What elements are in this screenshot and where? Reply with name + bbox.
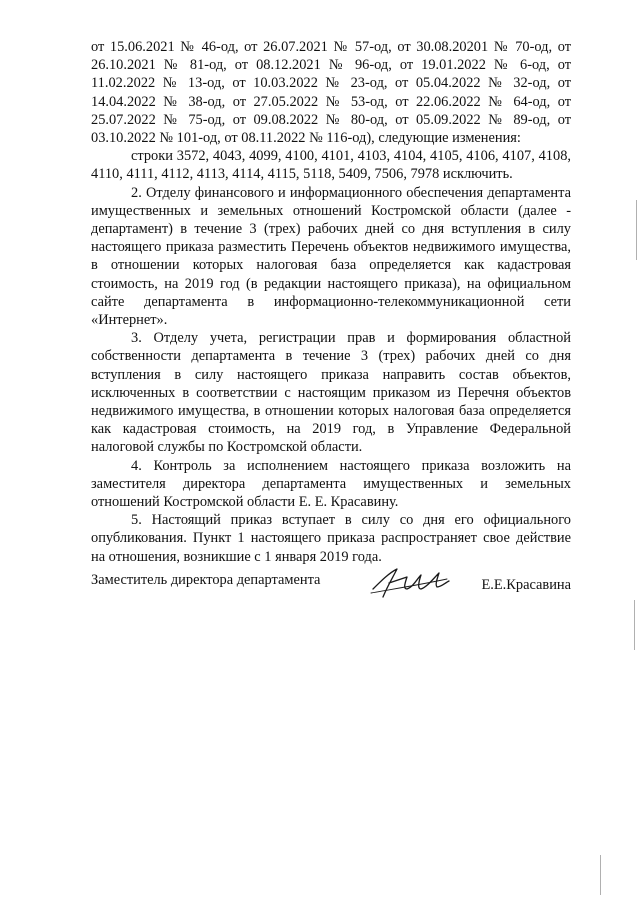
- paragraph-item-2: 2. Отделу финансового и информационного обеспечения департамента имущественных и земельных отношений Костромской области (далее - департамент) в течение 3 (трех) рабочих дней со дня вступления в силу настоящего приказа разместить Перечень объектов недвижимого имущества, в отношении которых налоговая база определяется как кадастровая стоимость, на 2019 год (в редакции настоящего приказа), на официальном сайте департамента в информационно-телекоммуникационной сети «Интернет».: [91, 184, 571, 329]
- signature-block: [91, 567, 571, 607]
- paragraph-item-3: 3. Отделу учета, регистрации прав и формирования областной собственности департамента в течение 3 (трех) рабочих дней со дня вступления в силу настоящего приказа направить состав объектов, исключенных в соответствии с настоящим приказом из Перечня объектов недвижимого имущества, в отношении которых налоговая база определяется как кадастровая стоимость, на 2019 год, в Управление Федеральной налоговой службы по Костромской области.: [91, 330, 571, 456]
- scan-edge-line: [634, 600, 635, 650]
- signer-name: Е.Е.Красавина: [481, 577, 571, 593]
- paragraph-item-5: 5. Настоящий приказ вступает в силу со дня его официального опубликования. Пункт 1 настоящего приказа распространяет свое действие на отношения, возникшие с 1 января 2019 года.: [91, 512, 571, 565]
- paragraph-item-4: 4. Контроль за исполнением настоящего приказа возложить на заместителя директора департамента имущественных и земельных отношений Костромской области Е. Е. Красавину.: [91, 457, 571, 511]
- scan-edge-line: [636, 200, 637, 260]
- paragraph-orders-list: от 15.06.2021 № 46-од, от 26.07.2021 № 57-од, от 30.08.20201 № 70-од, от 26.10.2021 № 81-од, от 08.12.2021 № 96-од, от 19.01.2022 № 6-од, от 11.02.2022 № 13-од, от 10.03.2022 № 23-од, от 05.04.2022 № 32-од, от 14.04.2022 № 38-од, от 27.05.2022 № 53-од, от 22.06.2022 № 64-од, от 25.07.2022 № 75-од, от 09.08.2022 № 80-од, от 05.09.2022 № 89-од, от 03.10.2022 № 101-од, от 08.11.2022 № 116-од), следующие изменения:: [91, 39, 571, 147]
- signer-role: Заместитель директора департамента: [91, 572, 321, 588]
- handwritten-signature: [363, 559, 455, 607]
- document-body: [91, 38, 571, 566]
- paragraph-rows-excluded: строки 3572, 4043, 4099, 4100, 4101, 4103, 4104, 4105, 4106, 4107, 4108, 4110, 4111, 4112, 4113, 4114, 4115, 5118, 5409, 7506, 7978 исключить.: [91, 148, 571, 183]
- scan-edge-line: [600, 855, 601, 895]
